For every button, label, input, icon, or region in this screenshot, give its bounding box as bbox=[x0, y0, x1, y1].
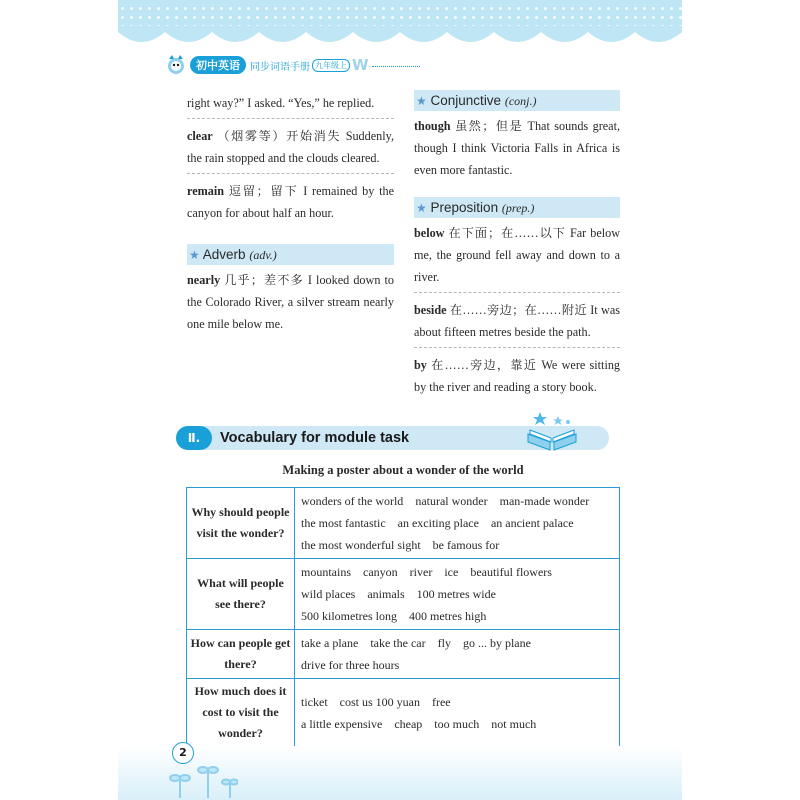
vocab-phrase: canyon bbox=[363, 565, 398, 579]
preposition-heading bbox=[414, 197, 620, 218]
meaning: 在……旁边；在……附近 bbox=[449, 303, 587, 317]
vocab-entry-clear bbox=[187, 123, 394, 174]
vocab-phrase: too much bbox=[434, 716, 480, 731]
example: I looked down to the Colorado River, a silver stream nearly one mile below me. bbox=[187, 273, 395, 331]
vocab-phrase: drive for three hours bbox=[301, 658, 400, 672]
vocab-phrase: fly bbox=[437, 636, 451, 650]
vocab-entry-beside bbox=[414, 297, 620, 348]
row-answers bbox=[295, 630, 620, 679]
vocab-entry-remain bbox=[187, 178, 394, 228]
vocab-phrase: ticket bbox=[301, 694, 328, 709]
meaning: 几乎；差不多 bbox=[224, 273, 304, 287]
sprout-icon bbox=[168, 762, 238, 798]
vocab-entry-by bbox=[414, 352, 620, 402]
vocab-phrase: animals bbox=[367, 587, 405, 601]
heading-abbr: (prep.) bbox=[501, 201, 535, 215]
vocab-phrase: not much bbox=[491, 716, 537, 731]
vocab-phrase: natural wonder bbox=[415, 494, 488, 508]
continued-example bbox=[187, 90, 394, 119]
table-row bbox=[187, 630, 620, 679]
example: Suddenly, the rain stopped and the clouds cleared. bbox=[187, 129, 394, 165]
open-book-icon bbox=[522, 408, 582, 452]
example: That sounds great, though I think Victoria Falls in Africa is even more fantastic. bbox=[414, 119, 621, 177]
vocab-phrase: a little expensive bbox=[301, 716, 383, 731]
section-title: Vocabulary for module task bbox=[220, 430, 410, 446]
row-question: Why should people visit the wonder? bbox=[187, 488, 295, 559]
vocab-phrase: man-made wonder bbox=[499, 494, 590, 508]
vocab-phrase: cheap bbox=[394, 716, 423, 731]
right-column bbox=[414, 90, 620, 402]
adverb-heading bbox=[187, 244, 394, 265]
answer-line bbox=[301, 713, 613, 735]
vocab-phrase: wild places bbox=[301, 587, 356, 601]
vocab-entry-though bbox=[414, 113, 620, 185]
brand-subtitle: 同步词语手册 bbox=[250, 61, 310, 73]
vocab-entry-below bbox=[414, 220, 620, 293]
vocab-phrase: ice bbox=[444, 565, 459, 579]
header-scallop-edge bbox=[118, 26, 682, 46]
table-row bbox=[187, 559, 620, 630]
vocab-phrase: cost us 100 yuan bbox=[339, 694, 420, 709]
answer-line bbox=[301, 632, 613, 654]
vocab-phrase: the most wonderful sight bbox=[301, 538, 421, 552]
section-number: Ⅱ. bbox=[176, 426, 212, 450]
headword: though bbox=[414, 119, 451, 133]
example: I remained by the canyon for about half an hour. bbox=[187, 184, 395, 220]
star-icon: ★ bbox=[416, 201, 427, 215]
meaning: （烟雾等）开始消失 bbox=[217, 129, 342, 143]
vocab-phrase: free bbox=[431, 694, 451, 709]
row-question: What will people see there? bbox=[187, 559, 295, 630]
page-number: 2 bbox=[172, 742, 194, 764]
vocab-phrase: 400 metres high bbox=[409, 609, 487, 623]
vocab-phrase: mountains bbox=[301, 565, 351, 579]
brand-grade: 九年级上 bbox=[312, 59, 350, 72]
star-icon: ★ bbox=[416, 94, 427, 108]
answer-line bbox=[301, 534, 613, 556]
vocab-phrase: go ... by plane bbox=[462, 636, 531, 650]
left-column bbox=[187, 90, 394, 339]
headword: beside bbox=[414, 303, 447, 317]
meaning: 逗留；留下 bbox=[228, 184, 299, 198]
heading-abbr: (conj.) bbox=[504, 94, 537, 108]
vocab-phrase: an exciting place bbox=[397, 516, 479, 530]
meaning: 在下面；在……以下 bbox=[448, 226, 566, 240]
row-answers bbox=[295, 559, 620, 630]
module-task-table bbox=[186, 487, 620, 747]
vocab-phrase: be famous for bbox=[432, 538, 500, 552]
answer-line bbox=[301, 654, 613, 676]
table-row bbox=[187, 679, 620, 747]
answer-line bbox=[301, 691, 613, 713]
row-question: How can people get there? bbox=[187, 630, 295, 679]
book-series-brand bbox=[164, 56, 369, 74]
header-dotted-line bbox=[372, 66, 420, 67]
table-title: Making a poster about a wonder of the world bbox=[282, 463, 524, 477]
row-answers bbox=[295, 679, 620, 747]
meaning: 虽然；但是 bbox=[455, 119, 524, 133]
vocab-phrase: take a plane bbox=[301, 636, 359, 650]
vocab-phrase: 100 metres wide bbox=[416, 587, 496, 601]
answer-line bbox=[301, 561, 613, 583]
answer-line bbox=[301, 583, 613, 605]
brand-title: 初中英语 bbox=[190, 56, 246, 74]
example: We were sitting by the river and reading a story book. bbox=[414, 358, 621, 394]
heading-abbr: (adv.) bbox=[249, 248, 277, 262]
headword: remain bbox=[187, 184, 225, 198]
continued-text: right way?” I asked. “Yes,” he replied. bbox=[187, 96, 375, 110]
vocab-entry-nearly bbox=[187, 267, 394, 339]
vocab-phrase: 500 kilometres long bbox=[301, 609, 397, 623]
meaning: 在……旁边，靠近 bbox=[431, 358, 538, 372]
row-answers bbox=[295, 488, 620, 559]
answer-line bbox=[301, 512, 613, 534]
brand-w-letter: W bbox=[352, 56, 369, 74]
vocab-phrase: wonders of the world bbox=[301, 494, 404, 508]
table-row bbox=[187, 488, 620, 559]
conjunctive-heading bbox=[414, 90, 620, 111]
headword: below bbox=[414, 226, 445, 240]
mascot-icon bbox=[164, 53, 188, 77]
vocab-phrase: beautiful flowers bbox=[470, 565, 552, 579]
example: It was about fifteen metres beside the path. bbox=[414, 303, 621, 339]
heading-label: Adverb bbox=[202, 247, 246, 262]
heading-label: Conjunctive bbox=[430, 93, 502, 108]
answer-line bbox=[301, 605, 613, 627]
headword: by bbox=[414, 358, 427, 372]
header-dot-pattern bbox=[118, 4, 682, 26]
vocab-phrase: take the car bbox=[370, 636, 426, 650]
answer-line bbox=[301, 490, 613, 512]
heading-label: Preposition bbox=[430, 200, 499, 215]
vocab-phrase: the most fantastic bbox=[301, 516, 386, 530]
headword: clear bbox=[187, 129, 213, 143]
row-question: How much does it cost to visit the wonder? bbox=[187, 679, 295, 747]
vocab-phrase: an ancient palace bbox=[490, 516, 574, 530]
star-icon: ★ bbox=[189, 248, 200, 262]
vocab-phrase: river bbox=[409, 565, 433, 579]
headword: nearly bbox=[187, 273, 221, 287]
example: Far below me, the ground fell away and down to a river. bbox=[414, 226, 621, 284]
